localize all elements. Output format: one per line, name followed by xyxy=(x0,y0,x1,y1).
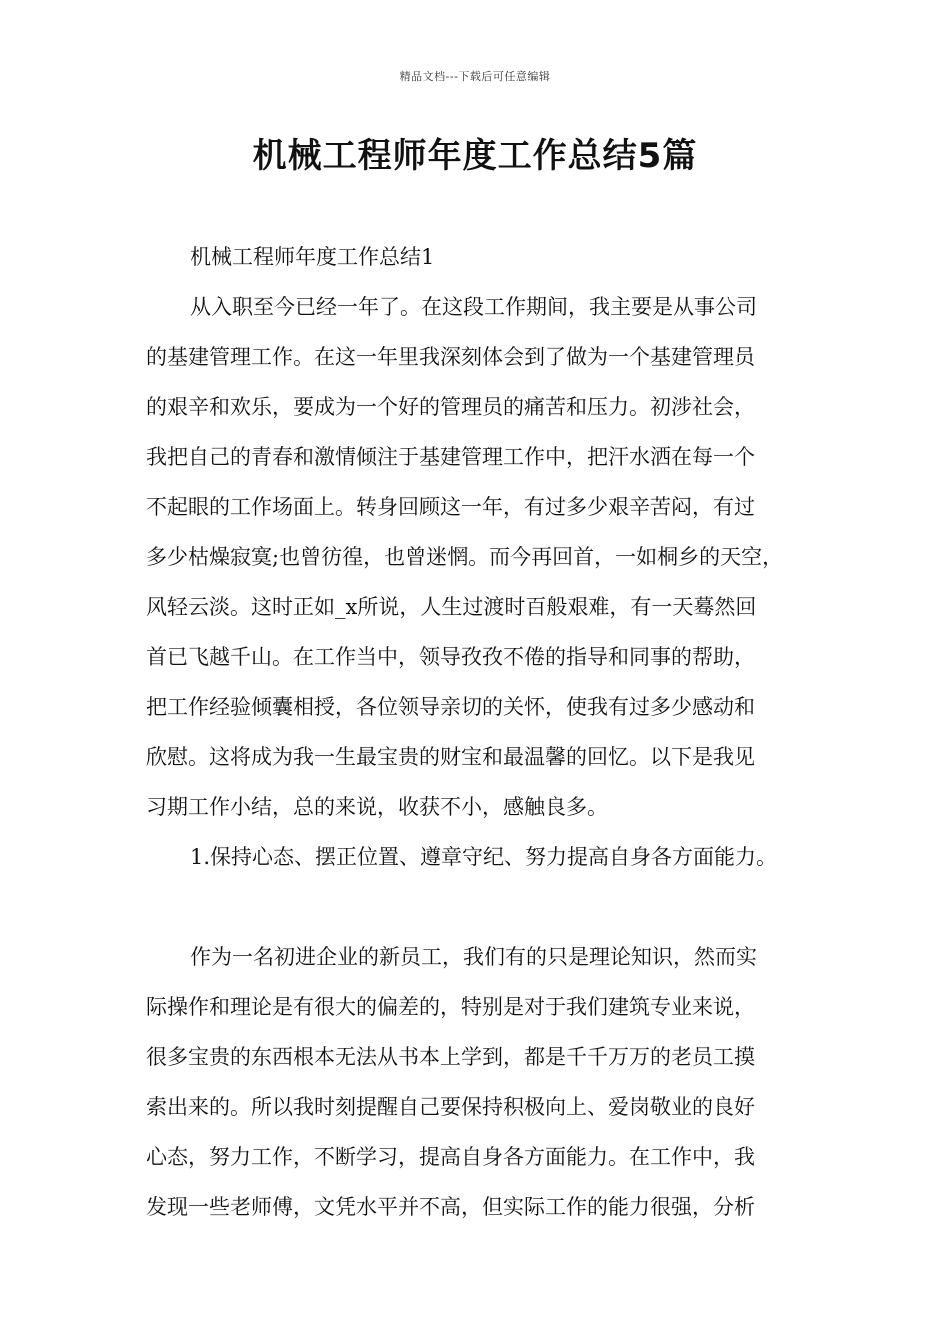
paragraph-line: 首已飞越千山。在工作当中，领导孜孜不倦的指导和同事的帮助， xyxy=(146,645,755,669)
paragraph-line: 发现一些老师傅，文凭水平并不高，但实际工作的能力很强，分析 xyxy=(146,1195,755,1219)
paragraph-line: 不起眼的工作场面上。转身回顾这一年，有过多少艰辛苦闷，有过 xyxy=(146,495,755,519)
paragraph-line: 把工作经验倾囊相授，各位领导亲切的关怀，使我有过多少感动和 xyxy=(146,695,755,719)
paragraph-line: 的基建管理工作。在这一年里我深刻体会到了做为一个基建管理员 xyxy=(146,345,755,369)
section-heading: 机械工程师年度工作总结1 xyxy=(190,245,435,269)
paragraph-line: 风轻云淡。这时正如_x所说，人生过渡时百般艰难，有一天蓦然回 xyxy=(146,595,757,619)
header-note: 精品文档---下载后可任意编辑 xyxy=(399,70,551,83)
paragraph-line: 索出来的。所以我时刻提醒自己要保持积极向上、爱岗敬业的良好 xyxy=(146,1095,755,1119)
paragraph-line: 多少枯燥寂寞;也曾彷徨，也曾迷惘。而今再回首，一如桐乡的天空， xyxy=(146,545,784,569)
paragraph-line: 心态，努力工作，不断学习，提高自身各方面能力。在工作中，我 xyxy=(146,1145,755,1169)
paragraph-line: 习期工作小结，总的来说，收获不小，感触良多。 xyxy=(146,795,608,819)
document-title: 机械工程师年度工作总结5篇 xyxy=(252,136,698,176)
paragraph-line: 作为一名初进企业的新员工，我们有的只是理论知识，然而实 xyxy=(190,945,757,969)
paragraph-line: 的艰辛和欢乐，要成为一个好的管理员的痛苦和压力。初涉社会， xyxy=(146,395,755,419)
paragraph-line: 我把自己的青春和激情倾注于基建管理工作中，把汗水洒在每一个 xyxy=(146,445,755,469)
numbered-heading: 1.保持心态、摆正位置、遵章守纪、努力提高自身各方面能力。 xyxy=(190,845,778,869)
paragraph-line: 从入职至今已经一年了。在这段工作期间，我主要是从事公司 xyxy=(190,295,757,319)
paragraph-line: 很多宝贵的东西根本无法从书本上学到，都是千千万万的老员工摸 xyxy=(146,1045,755,1069)
document-body xyxy=(146,232,811,1232)
paragraph-line: 欣慰。这将成为我一生最宝贵的财宝和最温馨的回忆。以下是我见 xyxy=(146,745,755,769)
paragraph-spacer xyxy=(146,882,811,932)
paragraph-line: 际操作和理论是有很大的偏差的，特别是对于我们建筑专业来说， xyxy=(146,995,755,1019)
